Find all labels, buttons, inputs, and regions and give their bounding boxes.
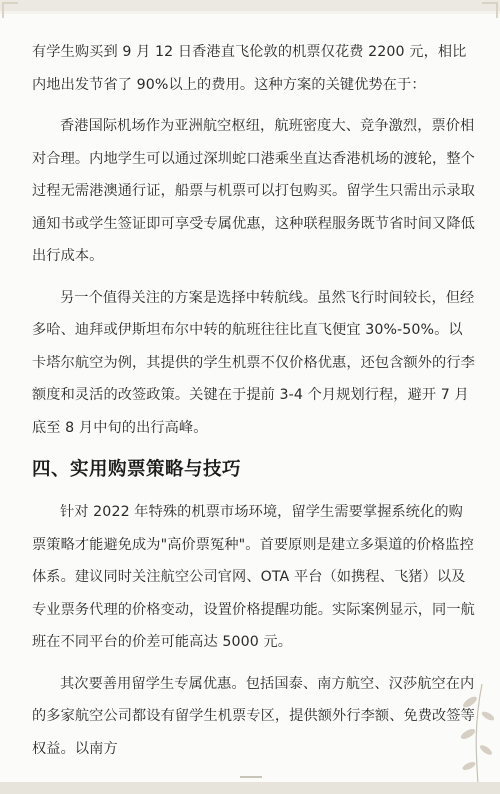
article-body [32, 36, 476, 774]
paragraph-transfer-route: 另一个值得关注的方案是选择中转航线。虽然飞行时间较长，但经多哈、迪拜或伊斯坦布尔中转的航班往往比直飞便宜 30%-50%。以卡塔尔航空为例，其提供的学生机票不仅价格优惠，还包含额外的行李额度和灵活的改签政策。关键在于提前 3-4 个月规划行程，避开 7 月底至 8 月中旬的出行高峰。 [32, 289, 475, 436]
page-top-border [0, 0, 500, 14]
paragraph-continued: 有学生购买到 9 月 12 日香港直飞伦敦的机票仅花费 2200 元，相比内地出发节省了 90%以上的费用。这种方案的关键优势在于： [32, 44, 467, 93]
bottom-divider [240, 776, 262, 778]
paragraph-student-discounts: 其次要善用留学生专属优惠。包括国泰、南方航空、汉莎航空在内的多家航空公司都设有留学生机票专区，提供额外行李额、免费改签等权益。以南方 [32, 675, 475, 757]
page-bottom-border [0, 782, 500, 794]
section-heading: 四、实用购票策略与技巧 [32, 459, 242, 480]
leaf-decoration-icon [448, 674, 494, 784]
corner-ornament-left [2, 2, 18, 18]
paragraph-hong-kong-hub: 香港国际机场作为亚洲航空枢纽，航班密度大、竞争激烈，票价相对合理。内地学生可以通过深圳蛇口港乘坐直达香港机场的渡轮，整个过程无需港澳通行证，船票与机票可以打包购买。留学生只需出示录取通知书或学生签证即可享受专属优惠，这种联程服务既节省时间又降低出行成本。 [32, 118, 475, 264]
corner-ornament-right [482, 2, 498, 18]
paragraph-price-monitoring: 针对 2022 年特殊的机票市场环境，留学生需要掌握系统化的购票策略才能避免成为"高价票冤种"。首要原则是建立多渠道的价格监控体系。建议同时关注航空公司官网、OTA 平台（如携程、飞猪）以及专业票务代理的价格变动，设置价格提醒功能。实际案例显示，同一航班在不同平台的价差可能高达 5000 元。 [32, 504, 475, 650]
